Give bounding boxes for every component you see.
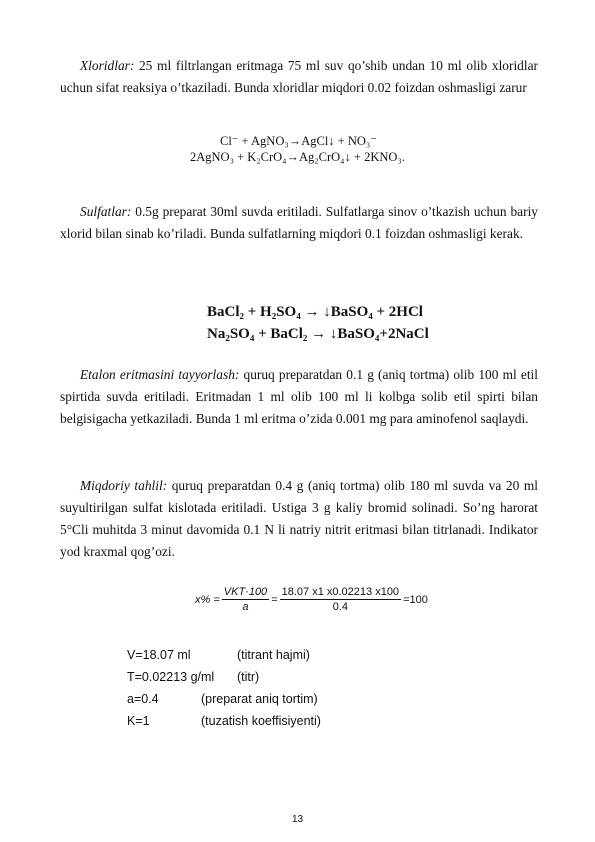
variable-row	[127, 710, 321, 732]
variable-description: (preparat aniq tortim)	[201, 692, 318, 706]
fraction-2-denominator: 0.4	[332, 601, 348, 613]
quantitative-text: quruq preparatdan 0.4 g (aniq tortma) olib 180 ml suvda va 20 ml suyultirilgan sulfat kislotada eritiladi. Ustiga 3 g kaliy bromid solinadi. So’ng harorat 5°Cli muhitda 3 minut davomida 0.1 N li natriy nitrit eritmasi bilan titrlanadi. Indikator yod kraxmal qog’ozi.	[60, 478, 538, 559]
quantitative-title: Miqdoriy tahlil:	[80, 478, 168, 493]
fraction-1	[222, 585, 269, 614]
formula-equals: =	[271, 593, 278, 606]
standard-title: Etalon eritmasini tayyorlash:	[80, 367, 240, 382]
fraction-1-numerator: VKT·100	[223, 586, 268, 598]
page-number: 13	[291, 814, 304, 825]
sulfates-text: 0.5g preparat 30ml suvda eritiladi. Sulfatlarga sinov o’tkazish uchun bariy xlorid bilan sinab ko’riladi. Bunda sulfatlarning miqdori 0.1 foizdan oshmasligi kerak.	[60, 204, 538, 241]
variable-description: (titrant hajmi)	[237, 648, 310, 662]
chlorides-title: Xloridlar:	[80, 58, 135, 73]
percentage-formula	[195, 585, 428, 614]
equation-line: 2AgNO₃ + K₂CrO₄→Ag₂CrO₄↓ + 2KNO₃.	[190, 150, 405, 164]
variable-row	[127, 666, 321, 688]
variable-value: a=0.4	[127, 692, 159, 706]
variable-row	[127, 644, 321, 666]
formula-result: =100	[403, 593, 428, 606]
equation-sulfates	[207, 301, 429, 345]
equation-line: Cl⁻ + AgNO₃→AgCl↓ + NO₃⁻	[220, 134, 377, 148]
fraction-1-denominator: a	[242, 601, 249, 613]
fraction-2-numerator: 18.07 x1 x0.02213 x100	[281, 586, 400, 598]
paragraph-chlorides	[60, 55, 538, 99]
variable-value: T=0.02213 g/ml	[127, 670, 215, 684]
standard-text: quruq preparatdan 0.1 g (aniq tortma) olib 100 ml etil spirtida suvda eritiladi. Eritmadan 1 ml olib 100 ml li kolbga solib etil spirti bilan belgisigacha yetkaziladi. Bunda 1 ml eritma o’zida 0.001 mg para aminofenol saqlaydi.	[60, 367, 538, 426]
paragraph-standard-solution	[60, 364, 538, 430]
variable-description: (titr)	[237, 670, 260, 684]
variable-value: V=18.07 ml	[127, 648, 191, 662]
variable-value: K=1	[127, 714, 150, 728]
equation-line: BaCl₂ + H₂SO₄ → ↓BaSO₄ + 2HCl	[207, 304, 423, 320]
variables-list	[127, 644, 321, 732]
chlorides-text: 25 ml filtrlangan eritmaga 75 ml suv qo’shib undan 10 ml olib xloridlar uchun sifat reaksiya o’tkaziladi. Bunda xloridlar miqdori 0.02 foizdan oshmasligi zarur	[60, 58, 538, 95]
variable-description: (tuzatish koeffisiyenti)	[201, 714, 321, 728]
fraction-2	[280, 585, 401, 614]
formula-lhs: x% =	[195, 593, 220, 606]
sulfates-title: Sulfatlar:	[80, 204, 132, 219]
variable-row	[127, 688, 321, 710]
paragraph-quantitative	[60, 475, 538, 563]
paragraph-sulfates	[60, 201, 538, 245]
equation-line: Na₂SO₄ + BaCl₂ → ↓BaSO₄+2NaCl	[207, 326, 429, 342]
equation-chlorides	[190, 133, 405, 165]
